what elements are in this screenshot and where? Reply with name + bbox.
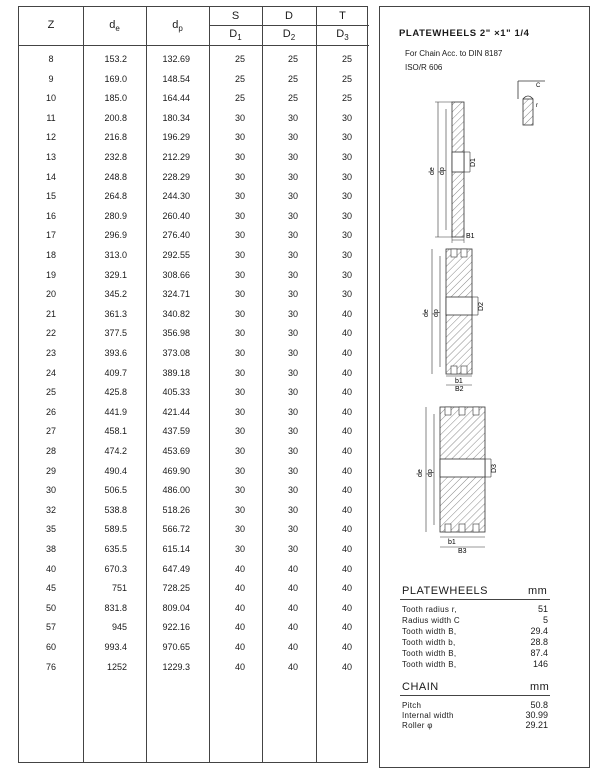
table-cell-dp: 615.14 xyxy=(162,544,190,554)
table-cell-dp: 405.33 xyxy=(162,387,190,398)
table-cell-d1: 40 xyxy=(234,563,245,574)
table-row xyxy=(19,171,369,191)
table-cell-d2: 30 xyxy=(287,112,298,123)
table-cell-de: 185.0 xyxy=(104,93,127,104)
table-cell-de: 169.0 xyxy=(104,73,127,84)
spec-value: 51 xyxy=(537,604,548,614)
table-cell-d3: 40 xyxy=(341,602,352,613)
table-cell-z: 17 xyxy=(45,230,56,241)
table-cell-d2: 40 xyxy=(287,602,298,613)
table-cell-d1: 40 xyxy=(234,622,245,633)
table-cell-z: 76 xyxy=(45,661,56,672)
table-cell-dp: 1229.3 xyxy=(162,661,190,672)
table-cell-z: 27 xyxy=(45,426,56,437)
spec-value: 28.8 xyxy=(530,637,548,647)
table-cell-d3: 40 xyxy=(341,504,352,515)
table-row xyxy=(19,582,369,602)
table-cell-d3: 40 xyxy=(341,544,352,554)
table-cell-d2: 30 xyxy=(287,308,298,319)
table-cell-d1: 30 xyxy=(234,250,245,260)
table-cell-d2: 30 xyxy=(287,171,298,182)
table-cell-dp: 324.71 xyxy=(162,289,190,300)
header-d3: $D_3$ xyxy=(336,28,349,43)
table-cell-d2: 40 xyxy=(287,583,298,594)
table-cell-z: 45 xyxy=(45,583,56,594)
table-cell-dp: 647.49 xyxy=(162,563,190,574)
table-cell-dp: 728.25 xyxy=(162,583,190,594)
table-cell-dp: 244.30 xyxy=(162,191,190,202)
table-cell-d3: 25 xyxy=(341,93,352,104)
table-row xyxy=(19,641,369,661)
platewheels-section-title: PLATEWHEELS xyxy=(402,585,488,597)
table-cell-de: 409.7 xyxy=(104,367,127,378)
table-cell-d1: 30 xyxy=(234,406,245,417)
chain-section-title: CHAIN xyxy=(402,681,439,693)
table-cell-d2: 30 xyxy=(287,289,298,300)
spec-value: 29.4 xyxy=(530,626,548,636)
table-cell-z: 24 xyxy=(45,367,56,378)
table-cell-z: 18 xyxy=(45,250,56,260)
table-cell-dp: 196.29 xyxy=(162,132,190,143)
spec-value: 29.21 xyxy=(525,720,548,730)
table-cell-d2: 30 xyxy=(287,524,298,535)
table-cell-de: 313.0 xyxy=(104,250,127,260)
table-cell-d1: 25 xyxy=(234,73,245,84)
table-cell-d2: 30 xyxy=(287,446,298,456)
table-row xyxy=(19,190,369,210)
table-cell-d3: 25 xyxy=(341,54,352,64)
table-cell-de: 945 xyxy=(111,622,127,633)
table-cell-d1: 30 xyxy=(234,504,245,515)
spec-label: Radius width C xyxy=(402,616,461,625)
table-cell-de: 216.8 xyxy=(104,132,127,143)
header-s: S xyxy=(231,10,240,22)
header-bottom-line xyxy=(19,45,369,46)
table-cell-dp: 340.82 xyxy=(162,308,190,319)
table-cell-z: 26 xyxy=(45,406,56,417)
chain-unit: mm xyxy=(530,681,550,693)
table-cell-dp: 486.00 xyxy=(162,485,190,496)
table-cell-z: 8 xyxy=(48,54,54,64)
table-cell-d2: 30 xyxy=(287,465,298,476)
table-cell-d1: 40 xyxy=(234,661,245,672)
table-cell-d3: 30 xyxy=(341,269,352,280)
table-cell-d3: 40 xyxy=(341,406,352,417)
table-cell-z: 57 xyxy=(45,622,56,633)
spec-label: Roller φ xyxy=(402,721,433,730)
table-cell-d3: 30 xyxy=(341,210,352,221)
simplex-wheel-figure xyxy=(429,102,477,243)
table-cell-dp: 180.34 xyxy=(162,112,190,123)
table-row xyxy=(19,661,369,681)
table-cell-d3: 40 xyxy=(341,348,352,358)
table-cell-de: 490.4 xyxy=(104,465,127,476)
table-cell-z: 35 xyxy=(45,524,56,535)
table-cell-d1: 30 xyxy=(234,328,245,339)
table-cell-z: 29 xyxy=(45,465,56,476)
table-row xyxy=(19,504,369,524)
table-cell-d3: 40 xyxy=(341,583,352,594)
table-cell-d2: 30 xyxy=(287,132,298,143)
table-cell-d3: 40 xyxy=(341,367,352,378)
table-cell-dp: 164.44 xyxy=(162,93,190,104)
table-cell-z: 9 xyxy=(48,73,54,84)
table-cell-d2: 30 xyxy=(287,230,298,241)
table-cell-d2: 30 xyxy=(287,269,298,280)
table-cell-d1: 30 xyxy=(234,308,245,319)
table-cell-z: 40 xyxy=(45,563,56,574)
table-cell-d1: 30 xyxy=(234,348,245,358)
table-row xyxy=(19,92,369,112)
label-dp: dp xyxy=(427,469,434,477)
table-cell-d2: 30 xyxy=(287,210,298,221)
table-cell-d1: 30 xyxy=(234,426,245,437)
header-d1: $D_1$ xyxy=(229,28,242,43)
table-cell-d2: 25 xyxy=(287,54,298,64)
label-dp: dp xyxy=(439,167,446,175)
table-row xyxy=(19,73,369,93)
table-cell-de: 458.1 xyxy=(104,426,127,437)
table-cell-d1: 40 xyxy=(234,642,245,652)
spec-value: 50.8 xyxy=(530,700,548,710)
table-cell-de: 831.8 xyxy=(104,602,127,613)
table-cell-d1: 30 xyxy=(234,446,245,456)
table-cell-d1: 40 xyxy=(234,602,245,613)
table-cell-dp: 212.29 xyxy=(162,152,190,162)
table-cell-d1: 30 xyxy=(234,132,245,143)
table-cell-d2: 30 xyxy=(287,348,298,358)
spec-value: 30.99 xyxy=(525,710,548,720)
table-row xyxy=(19,386,369,406)
table-cell-dp: 260.40 xyxy=(162,210,190,221)
table-cell-d2: 40 xyxy=(287,642,298,652)
table-row xyxy=(19,563,369,583)
table-cell-d1: 40 xyxy=(234,583,245,594)
table-cell-de: 670.3 xyxy=(104,563,127,574)
label-b1-small: b1 xyxy=(448,539,456,546)
label-d1: D1 xyxy=(470,158,477,167)
table-cell-de: 441.9 xyxy=(104,406,127,417)
spec-panel xyxy=(379,6,590,768)
table-row xyxy=(19,367,369,387)
table-row xyxy=(19,151,369,171)
table-cell-d1: 30 xyxy=(234,269,245,280)
table-cell-d3: 40 xyxy=(341,661,352,672)
table-cell-d2: 30 xyxy=(287,387,298,398)
header-z: Z xyxy=(47,19,55,31)
table-cell-d3: 30 xyxy=(341,191,352,202)
table-cell-de: 538.8 xyxy=(104,504,127,515)
label-r: r xyxy=(536,103,538,109)
table-cell-d3: 30 xyxy=(341,152,352,162)
table-cell-d2: 30 xyxy=(287,367,298,378)
table-cell-de: 635.5 xyxy=(104,544,127,554)
table-cell-z: 15 xyxy=(45,191,56,202)
label-d3: D3 xyxy=(491,464,498,473)
table-cell-dp: 148.54 xyxy=(162,73,190,84)
table-row xyxy=(19,53,369,73)
table-cell-d1: 30 xyxy=(234,524,245,535)
header-d: D xyxy=(285,10,293,22)
spec-label: Tooth width B, xyxy=(402,660,457,669)
table-cell-d1: 25 xyxy=(234,93,245,104)
table-row xyxy=(19,288,369,308)
table-cell-d3: 40 xyxy=(341,524,352,535)
table-cell-z: 30 xyxy=(45,485,56,496)
table-row xyxy=(19,445,369,465)
table-row xyxy=(19,269,369,289)
table-cell-d3: 30 xyxy=(341,112,352,123)
table-cell-d2: 30 xyxy=(287,504,298,515)
label-dp: dp xyxy=(433,309,440,317)
header-de: $d_e$ xyxy=(109,19,120,34)
table-cell-de: 345.2 xyxy=(104,289,127,300)
table-cell-de: 393.6 xyxy=(104,348,127,358)
label-b1-small: b1 xyxy=(455,378,463,385)
table-row xyxy=(19,112,369,132)
table-cell-z: 14 xyxy=(45,171,56,182)
table-cell-d3: 40 xyxy=(341,308,352,319)
table-cell-d2: 30 xyxy=(287,250,298,260)
table-cell-de: 153.2 xyxy=(104,54,127,64)
table-cell-d3: 30 xyxy=(341,289,352,300)
spec-value: 146 xyxy=(532,659,548,669)
table-cell-de: 425.8 xyxy=(104,387,127,398)
label-c: C xyxy=(536,83,541,89)
panel-title: PLATEWHEELS 2" ×1" 1/4 xyxy=(399,28,530,39)
header-divider xyxy=(209,25,369,26)
dimensions-table xyxy=(18,6,368,763)
table-cell-dp: 132.69 xyxy=(162,54,190,64)
spec-label: Pitch xyxy=(402,701,422,710)
table-cell-z: 60 xyxy=(45,642,56,652)
spec-value: 5 xyxy=(542,615,548,625)
table-row xyxy=(19,406,369,426)
table-cell-z: 12 xyxy=(45,132,56,143)
table-cell-d2: 40 xyxy=(287,622,298,633)
table-cell-de: 506.5 xyxy=(104,485,127,496)
section-divider xyxy=(400,599,550,600)
table-cell-de: 232.8 xyxy=(104,152,127,162)
table-cell-d1: 30 xyxy=(234,112,245,123)
table-cell-d1: 30 xyxy=(234,289,245,300)
table-cell-dp: 453.69 xyxy=(162,446,190,456)
spec-label: Tooth width B, xyxy=(402,627,457,636)
table-cell-d2: 40 xyxy=(287,661,298,672)
table-cell-de: 751 xyxy=(111,583,127,594)
table-cell-d2: 25 xyxy=(287,73,298,84)
table-cell-d3: 40 xyxy=(341,387,352,398)
table-row xyxy=(19,465,369,485)
table-cell-d3: 30 xyxy=(341,171,352,182)
table-cell-d3: 40 xyxy=(341,446,352,456)
table-cell-z: 21 xyxy=(45,308,56,319)
table-row xyxy=(19,131,369,151)
table-cell-d1: 30 xyxy=(234,465,245,476)
table-cell-dp: 292.55 xyxy=(162,250,190,260)
table-cell-z: 13 xyxy=(45,152,56,162)
label-d2: D2 xyxy=(478,302,485,311)
table-cell-de: 1252 xyxy=(106,661,127,672)
tooth-detail-figure xyxy=(518,81,545,125)
table-cell-dp: 373.08 xyxy=(162,348,190,358)
table-cell-dp: 228.29 xyxy=(162,171,190,182)
table-row xyxy=(19,327,369,347)
table-cell-dp: 518.26 xyxy=(162,504,190,515)
spec-label: Tooth width b, xyxy=(402,638,456,647)
panel-subtitle-iso: ISO/R 606 xyxy=(405,63,443,72)
table-row xyxy=(19,621,369,641)
header-d2: $D_2$ xyxy=(282,28,296,43)
table-cell-dp: 389.18 xyxy=(162,367,190,378)
table-row xyxy=(19,210,369,230)
table-cell-de: 264.8 xyxy=(104,191,127,202)
table-row xyxy=(19,229,369,249)
table-cell-d2: 30 xyxy=(287,406,298,417)
platewheel-drawings xyxy=(380,7,589,567)
header-dp: $d_p$ xyxy=(172,19,183,34)
table-cell-d2: 30 xyxy=(287,191,298,202)
table-cell-de: 200.8 xyxy=(104,112,127,123)
table-row xyxy=(19,543,369,563)
label-de: de xyxy=(423,309,430,317)
table-cell-z: 25 xyxy=(45,387,56,398)
table-cell-z: 10 xyxy=(45,93,56,104)
table-cell-de: 248.8 xyxy=(104,171,127,182)
label-b1: B1 xyxy=(466,233,475,240)
table-cell-d1: 30 xyxy=(234,152,245,162)
table-cell-z: 19 xyxy=(45,269,56,280)
table-cell-d1: 30 xyxy=(234,387,245,398)
table-cell-dp: 970.65 xyxy=(162,642,190,652)
table-cell-de: 993.4 xyxy=(104,642,127,652)
table-cell-d1: 30 xyxy=(234,210,245,221)
header-t: T xyxy=(339,10,346,22)
duplex-wheel-figure xyxy=(423,249,485,393)
table-cell-dp: 922.16 xyxy=(162,622,190,633)
table-row xyxy=(19,425,369,445)
table-row xyxy=(19,602,369,622)
triplex-wheel-figure xyxy=(417,407,498,555)
table-cell-dp: 809.04 xyxy=(162,602,190,613)
table-cell-d2: 30 xyxy=(287,328,298,339)
table-cell-z: 11 xyxy=(46,112,56,123)
table-cell-z: 22 xyxy=(45,328,56,339)
table-cell-d3: 40 xyxy=(341,328,352,339)
table-cell-d1: 30 xyxy=(234,485,245,496)
table-cell-de: 296.9 xyxy=(104,230,127,241)
table-cell-dp: 421.44 xyxy=(162,406,190,417)
table-cell-d1: 30 xyxy=(234,171,245,182)
table-cell-d2: 30 xyxy=(287,152,298,162)
table-cell-d3: 40 xyxy=(341,485,352,496)
table-cell-z: 32 xyxy=(45,504,56,515)
table-cell-z: 20 xyxy=(45,289,56,300)
table-cell-dp: 469.90 xyxy=(162,465,190,476)
table-cell-dp: 276.40 xyxy=(162,230,190,241)
table-row xyxy=(19,523,369,543)
table-cell-dp: 437.59 xyxy=(162,426,190,437)
section-divider xyxy=(400,695,550,696)
table-cell-d3: 30 xyxy=(341,250,352,260)
table-cell-d2: 40 xyxy=(287,563,298,574)
table-row xyxy=(19,249,369,269)
table-row xyxy=(19,347,369,367)
table-cell-de: 280.9 xyxy=(104,210,127,221)
table-cell-d3: 40 xyxy=(341,563,352,574)
table-cell-d3: 40 xyxy=(341,642,352,652)
table-cell-d2: 25 xyxy=(287,93,298,104)
table-cell-d3: 30 xyxy=(341,230,352,241)
panel-subtitle-chain: For Chain Acc. to DIN 8187 xyxy=(405,49,503,58)
table-cell-de: 377.5 xyxy=(104,328,127,339)
spec-label: Tooth width B, xyxy=(402,649,457,658)
table-cell-d2: 30 xyxy=(287,544,298,554)
table-cell-dp: 356.98 xyxy=(162,328,190,339)
table-row xyxy=(19,484,369,504)
table-cell-z: 50 xyxy=(45,602,56,613)
table-row xyxy=(19,308,369,328)
table-cell-z: 16 xyxy=(45,210,56,221)
table-cell-de: 474.2 xyxy=(104,446,127,456)
table-cell-d2: 30 xyxy=(287,426,298,437)
table-cell-z: 28 xyxy=(45,446,56,456)
table-cell-d3: 40 xyxy=(341,622,352,633)
label-de: de xyxy=(417,469,424,477)
table-cell-d1: 30 xyxy=(234,544,245,554)
table-cell-de: 589.5 xyxy=(104,524,127,535)
label-b2: B2 xyxy=(455,386,464,393)
spec-value: 87.4 xyxy=(530,648,548,658)
table-cell-d3: 25 xyxy=(341,73,352,84)
label-de: de xyxy=(429,167,436,175)
table-cell-d1: 30 xyxy=(234,230,245,241)
platewheels-unit: mm xyxy=(528,585,548,597)
table-cell-d3: 30 xyxy=(341,132,352,143)
table-cell-d3: 40 xyxy=(341,426,352,437)
table-cell-z: 23 xyxy=(45,348,56,358)
spec-label: Internal width xyxy=(402,711,454,720)
table-cell-d1: 30 xyxy=(234,191,245,202)
table-cell-z: 38 xyxy=(45,544,56,554)
table-cell-dp: 308.66 xyxy=(162,269,190,280)
table-cell-d2: 30 xyxy=(287,485,298,496)
spec-label: Tooth radius r, xyxy=(402,605,457,614)
table-cell-d1: 30 xyxy=(234,367,245,378)
table-cell-dp: 566.72 xyxy=(162,524,190,535)
table-cell-d1: 25 xyxy=(234,54,245,64)
table-cell-de: 329.1 xyxy=(104,269,127,280)
table-cell-d3: 40 xyxy=(341,465,352,476)
label-b3: B3 xyxy=(458,548,467,555)
table-cell-de: 361.3 xyxy=(104,308,127,319)
